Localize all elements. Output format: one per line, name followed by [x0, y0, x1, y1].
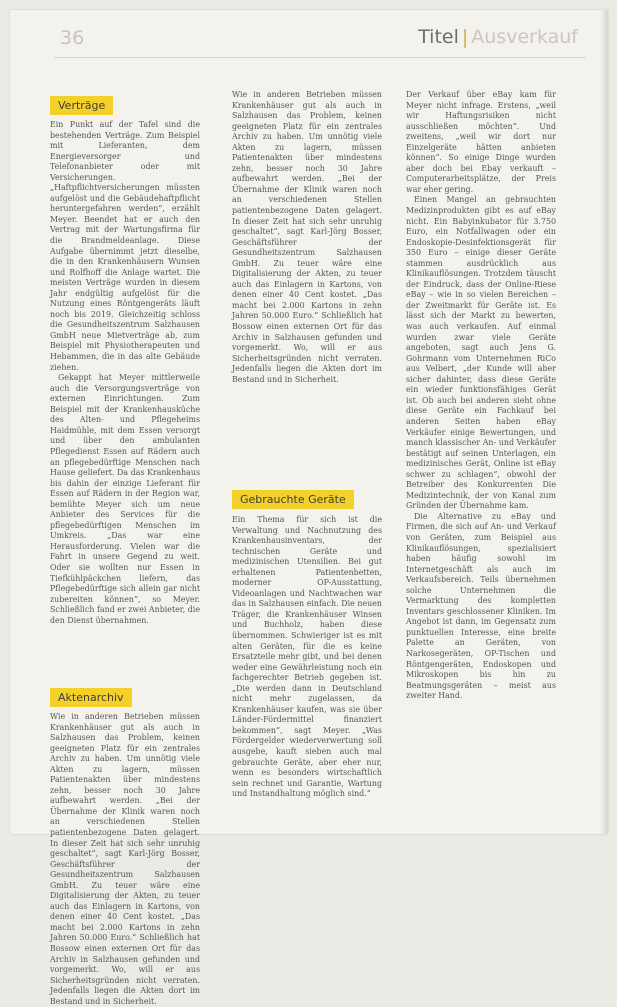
magazine-page [10, 10, 608, 1006]
heading-gebrauchte-geraete: Gebrauchte Geräte [232, 490, 354, 509]
paragraph: Die Alternative zu eBay und Firmen, die sich auf An- und Verkauf von Geräten, zum Beispiel aus Klinikauflösungen, spezialisiert haben häufig sowohl im Internetgeschäft als auch im Verkaufsbereich. Teils übernehmen solche Unternehmen die Vermarktung des kompletten Inventars geschlossener Kliniken. Im Angebot ist dann, im Gegensatz zum punktuellen Interesse, eine breite Palette an Geräten, von Narkosegeräten, OP-Tischen und Röntgengeräten, Endoskopen und Mikroskopen bis hin zu Beatmungsgeräten – meist aus zweiter Hand. [406, 511, 556, 701]
paragraph: Ein Punkt auf der Tafel sind die bestehenden Verträge. Zum Beispiel mit Lieferanten, dem Energieversorger und Telefonanbieter oder mit Versicherungen. „Haftpflichtversicherungen müssten aufgelöst und die Gebäudehaftpflicht heruntergefahren werden“, erzählt Meyer. Beendet hat er auch den Vertrag mit der Wartungsfirma für die Brandmeldeanlage. Diese Aufgabe übernimmt jetzt dieselbe, die in den Krankenhäusern Wunsen und Rolfhoff die Anlage wartet. Die meisten Verträge wurden in diesem Jahr endgültig aufgelöst für die Nutzung eines Röntgengeräts läuft noch bis 2019. Gleichzeitig schloss die Gesundheitszentrum Salzhausen GmbH neue Mietverträge ab, zum Beispiel mit Physiotherapeuten und Hebammen, die in das alte Gebäude ziehen. [50, 120, 200, 372]
paragraph: Wie in anderen Betrieben müssen Krankenhäuser gut als auch in Salzhausen das Problem, keinen geeigneten Platz für ein zentrales Archiv zu haben. Um unnötig viele Akten zu lagern, müssen Patientenakten über mindestens zehn, besser noch 30 Jahre aufbewahrt werden. „Bei der Übernahme der Klinik waren noch an verschiedenen Stellen patientenbezogene Daten gelagert. In dieser Zeit hat sich sehr unruhig geschaltet“, sagt Karl-Jörg Bosser, Geschäftsführer der Gesundheitszentrum Salzhausen GmbH. Zu teuer wäre eine Digitalisierung der Akten, zu teuer auch das Einlagern in Kartons, von denen einer 40 Cent kostet. „Das macht bei 2.000 Kartons in zehn Jahren 50.000 Euro.“ Schließlich hat Bossow einen externen Ort für das Archiv in Salzhausen gefunden und vorgemerkt. Wo, will er aus Sicherheitsgründen nicht verraten. Jedenfalls liegen die Akten dort im Bestand und in Sicherheit. [232, 90, 382, 384]
column-aktenarchiv-continued [232, 90, 382, 485]
paragraph: Gekappt hat Meyer mittlerweile auch die Versorgungsverträge von externen Einrichtungen. Zum Beispiel mit der Krankenhausküche des Alten- und Pflegeheims Haidmühle, mit dem Essen versorgt und über den ambulanten Pflegedienst Essen auf Rädern auch an pflegebedürftige Menschen nach Hause geliefert. Da das Krankenhaus bis dahin der einzige Lieferant für Essen auf Rädern in der Region war, bemühte Meyer sich um neue Anbieter des Services für die pflegebedürftigen Menschen im Umkreis. „Das war eine Herausforderung. Vielen war die Fahrt in unsere Gegend zu weit. Oder sie wollten nur Essen in Tiefkühlpäckchen liefern, das Pflegebedürftige sich allein gar nicht zubereiten können“, so Meyer. Schließlich fand er zwei Anbieter, die den Dienst übernahmen. [50, 373, 200, 625]
section-title: Titel [418, 26, 459, 48]
column-gebrauchte-geraete [232, 515, 382, 815]
paragraph: Einen Mangel an gebrauchten Medizinprodukten gibt es auf eBay nicht. Ein Babyinkubator für 3.750 Euro, ein Notfallwagen oder ein Endoskopie-Desinfektionsgerät für 350 Euro – einige dieser Geräte stammen ausdrücklich aus Klinikauflösungen. Trotzdem täuscht der Eindruck, dass der Online-Riese eBay – wie in so vielen Bereichen – der Zweitmarkt für Geräte ist. Es lässt sich der Markt zu bewerten, was auch verkaufen. Auf einmal wurden zwar viele Geräte angeboten, sagt auch Jens G. Gohrmann vom Unternehmen RiCo aus Velbert, „der Kunde will aber sicher dahinter, dass diese Geräte ein wieder funktionsfähiges Gerät ist. Ob auch bei anderen sieht ohne diese Geräte ein Fachkauf bei anderen Seiten haben eBay Verkäufer einige Bewertungen, und manch klassischer An- und Verkäufer bestätigt auf seinen Unterlagen, ein medizinisches Gerät, Online ist eBay schwer zu schlagen“, obwohl der Betreiber des Konkurrenten Die Medizintechnik, der von Kanal zum Gründen der Übernahme kam. [406, 195, 556, 511]
section-header [418, 26, 578, 48]
subsection-title: Ausverkauf [471, 26, 578, 48]
paragraph: Ein Thema für sich ist die Verwaltung und Nachnutzung des Krankenhausinventars, der technischen Geräte und medizinischen Utensilien. Bei gut erhaltenen Patientenbetten, moderner OP-Ausstattung, Videoanlagen und Nachtwachen war das in Salzhausen einfach. Die neuen Träger, die Krankenhäuser Winsen und Buchholz, haben diese übernommen. Schwieriger ist es mit alten Geräten, für die es keine Ersatzteile mehr gibt, und bei denen weder eine Gewährleistung noch ein fachgerechter Betrieb gegeben ist. „Die werden dann in Deutschland nicht mehr zugelassen, da Krankenhäuser kaufen, was sie über Länder-Fördermittel finanziert bekommen“, sagt Meyer. „Was Fördergelder wiederverwertung soll ausgebe, kauft sieben auch mal gebrauchte Geräte, aber eher nur, wenn es besonders wirtschaftlich sein rechnet und Garantie, Wartung und Instandhaltung möglich sind.“ [232, 515, 382, 799]
paragraph: Der Verkauf über eBay kam für Meyer nicht infrage. Erstens, „weil wir Haftungsrisiken nicht ausschließen möchten“. Und zweitens, „weil wir dort nur Einzelgeräte hätten anbieten können“. So einige Dinge wurden aber doch bei Ebay verkauft – Computerarbeitsplätze, der Preis war eher gering. [406, 90, 556, 194]
header-rule [54, 57, 586, 58]
heading-vertraege: Verträge [50, 96, 113, 115]
page-number: 36 [60, 27, 85, 49]
header-separator: | [461, 26, 469, 48]
paragraph: Wie in anderen Betrieben müssen Krankenhäuser gut als auch in Salzhausen das Problem, keinen geeigneten Platz für ein zentrales Archiv zu haben. Um unnötig viele Akten zu lagern, müssen Patientenakten über mindestens zehn, besser noch 30 Jahre aufbewahrt werden. „Bei der Übernahme der Klinik waren noch an verschiedenen Stellen patientenbezogene Daten gelagert. In dieser Zeit hat sich sehr unruhig geschaltet“, sagt Karl-Jörg Bosser, Geschäftsführer der Gesundheitszentrum Salzhausen GmbH. Zu teuer wäre eine Digitalisierung der Akten, zu teuer auch das Einlagern in Kartons, von denen einer 40 Cent kostet. „Das macht bei 2.000 Kartons in zehn Jahren 50.000 Euro.“ Schließlich hat Bossow einen externen Ort für das Archiv in Salzhausen gefunden und vorgemerkt. Wo, will er aus Sicherheitsgründen nicht verraten. Jedenfalls liegen die Akten dort im Bestand und in Sicherheit. [50, 712, 200, 1006]
column-gebrauchte-geraete-continued [406, 90, 556, 820]
heading-aktenarchiv: Aktenarchiv [50, 688, 132, 707]
column-aktenarchiv-start [50, 712, 200, 1006]
column-vertraege [50, 120, 200, 626]
